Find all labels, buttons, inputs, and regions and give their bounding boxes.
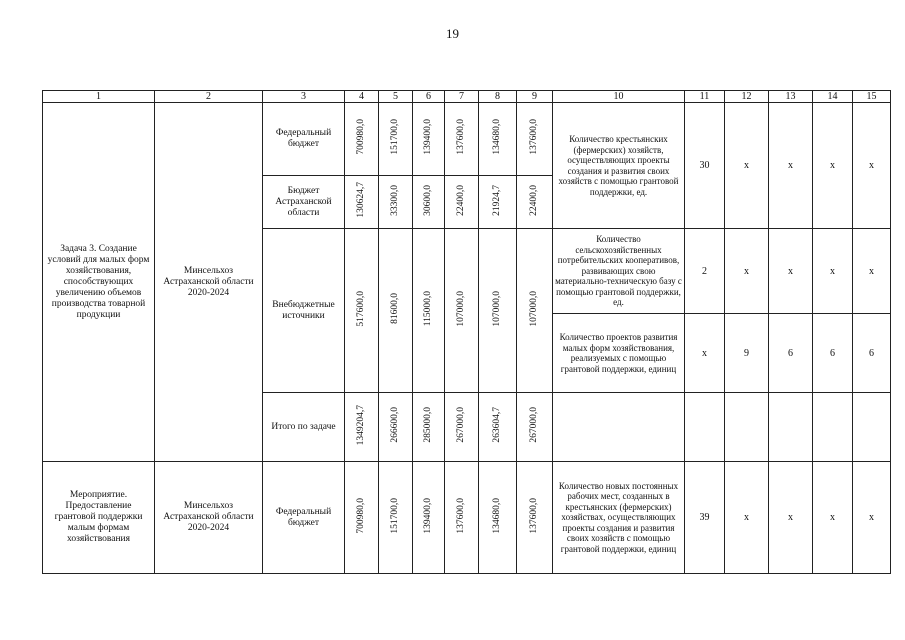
header-cell: 11 [685,91,725,103]
header-cell: 2 [155,91,263,103]
amount-value: 81600,0 [390,293,400,324]
amount-value: 139400,0 [423,119,433,155]
task-name: Задача 3. Создание условий для малых форм хозяйствования, способствующих увеличению объемов производства товарной продукции [43,103,155,462]
amount-value: 517600,0 [356,290,366,327]
indicator-text: Количество крестьянских (фермерских) хозяйств, осуществляющих проекты создания и развития своих хозяйств с помощью грантовой поддержки, ед. [553,103,685,229]
amount-value: 21924,7 [492,184,502,216]
indicator-value: x [725,462,769,574]
amount-value: 134680,0 [492,497,502,534]
indicator-value: x [725,229,769,314]
amount-value: 266600,0 [390,407,400,443]
indicator-value: x [769,229,813,314]
header-cell: 10 [553,91,685,103]
indicator-value: x [853,462,891,574]
amount-value: 137600,0 [529,119,539,155]
table-row [43,103,891,176]
amount-value: 263604,7 [492,407,502,443]
indicator-value: x [813,462,853,574]
amount-value: 139400,0 [423,497,433,534]
column-number-row [43,91,891,103]
indicator-text: Количество проектов развития малых форм хозяйствования, реализуемых с помощью грантовой поддержки, единиц [553,314,685,393]
amount-value: 33300,0 [390,184,400,216]
amount-value: 1349204,7 [356,404,366,446]
header-cell: 7 [445,91,479,103]
header-cell: 4 [345,91,379,103]
amount-value: 137600,0 [529,497,539,534]
task-executor: Минсельхоз Астраханской области 2020-2024 [155,103,263,462]
indicator-value: x [769,462,813,574]
empty-cell [553,393,685,462]
indicator-value: x [725,103,769,229]
funding-source: Бюджет Астраханской области [263,176,345,229]
header-cell: 6 [413,91,445,103]
indicator-value: x [685,314,725,393]
indicator-text: Количество сельскохозяйственных потребительских кооперативов, развивающих свою материально-техническую базу с помощью грантовой поддержки, ед. [553,229,685,314]
page-number: 19 [446,26,459,41]
amount-value: 107000,0 [456,290,466,327]
amount-value: 115000,0 [423,290,433,327]
indicator-value: x [769,103,813,229]
amount-value: 137600,0 [456,119,466,155]
indicator-value: 30 [685,103,725,229]
indicator-value: 2 [685,229,725,314]
indicator-value: x [853,103,891,229]
header-cell: 14 [813,91,853,103]
amount-value: 700980,0 [356,497,366,534]
funding-source: Федеральный бюджет [263,462,345,574]
amount-value: 22400,0 [529,184,539,216]
amount-value: 137600,0 [456,497,466,534]
header-cell: 8 [479,91,517,103]
indicator-value: x [813,103,853,229]
amount-value: 22400,0 [456,184,466,216]
amount-value: 134680,0 [492,119,502,155]
program-table [42,90,891,574]
header-cell: 5 [379,91,413,103]
header-cell: 9 [517,91,553,103]
indicator-value: 9 [725,314,769,393]
amount-value: 700980,0 [356,119,366,155]
amount-value: 267000,0 [456,407,466,443]
amount-value: 30600,0 [423,184,433,216]
table-row [43,462,891,574]
amount-value: 267000,0 [529,407,539,443]
amount-value: 151700,0 [390,119,400,155]
header-cell: 3 [263,91,345,103]
funding-source: Федеральный бюджет [263,103,345,176]
header-cell: 15 [853,91,891,103]
indicator-value: 6 [853,314,891,393]
header-cell: 1 [43,91,155,103]
indicator-value: 6 [813,314,853,393]
indicator-text: Количество новых постоянных рабочих мест, созданных в крестьянских (фермерских) хозяйствах, осуществляющих проекты создания и развития своих хозяйств с помощью грантовой поддержки, единиц [553,462,685,574]
indicator-value: x [813,229,853,314]
indicator-value: x [853,229,891,314]
amount-value: 130624,7 [356,182,366,218]
empty-cell [853,393,891,462]
measure-name: Мероприятие. Предоставление грантовой поддержки малым формам хозяйствования [43,462,155,574]
amount-value: 107000,0 [529,290,539,327]
header-cell: 12 [725,91,769,103]
header-cell: 13 [769,91,813,103]
indicator-value: 6 [769,314,813,393]
amount-value: 151700,0 [390,497,400,534]
empty-cell [769,393,813,462]
funding-source: Внебюджетные источники [263,229,345,393]
indicator-value: 39 [685,462,725,574]
empty-cell [685,393,725,462]
measure-executor: Минсельхоз Астраханской области 2020-2024 [155,462,263,574]
amount-value: 107000,0 [492,290,502,327]
amount-value: 285000,0 [423,407,433,443]
funding-source: Итого по задаче [263,393,345,462]
empty-cell [813,393,853,462]
empty-cell [725,393,769,462]
